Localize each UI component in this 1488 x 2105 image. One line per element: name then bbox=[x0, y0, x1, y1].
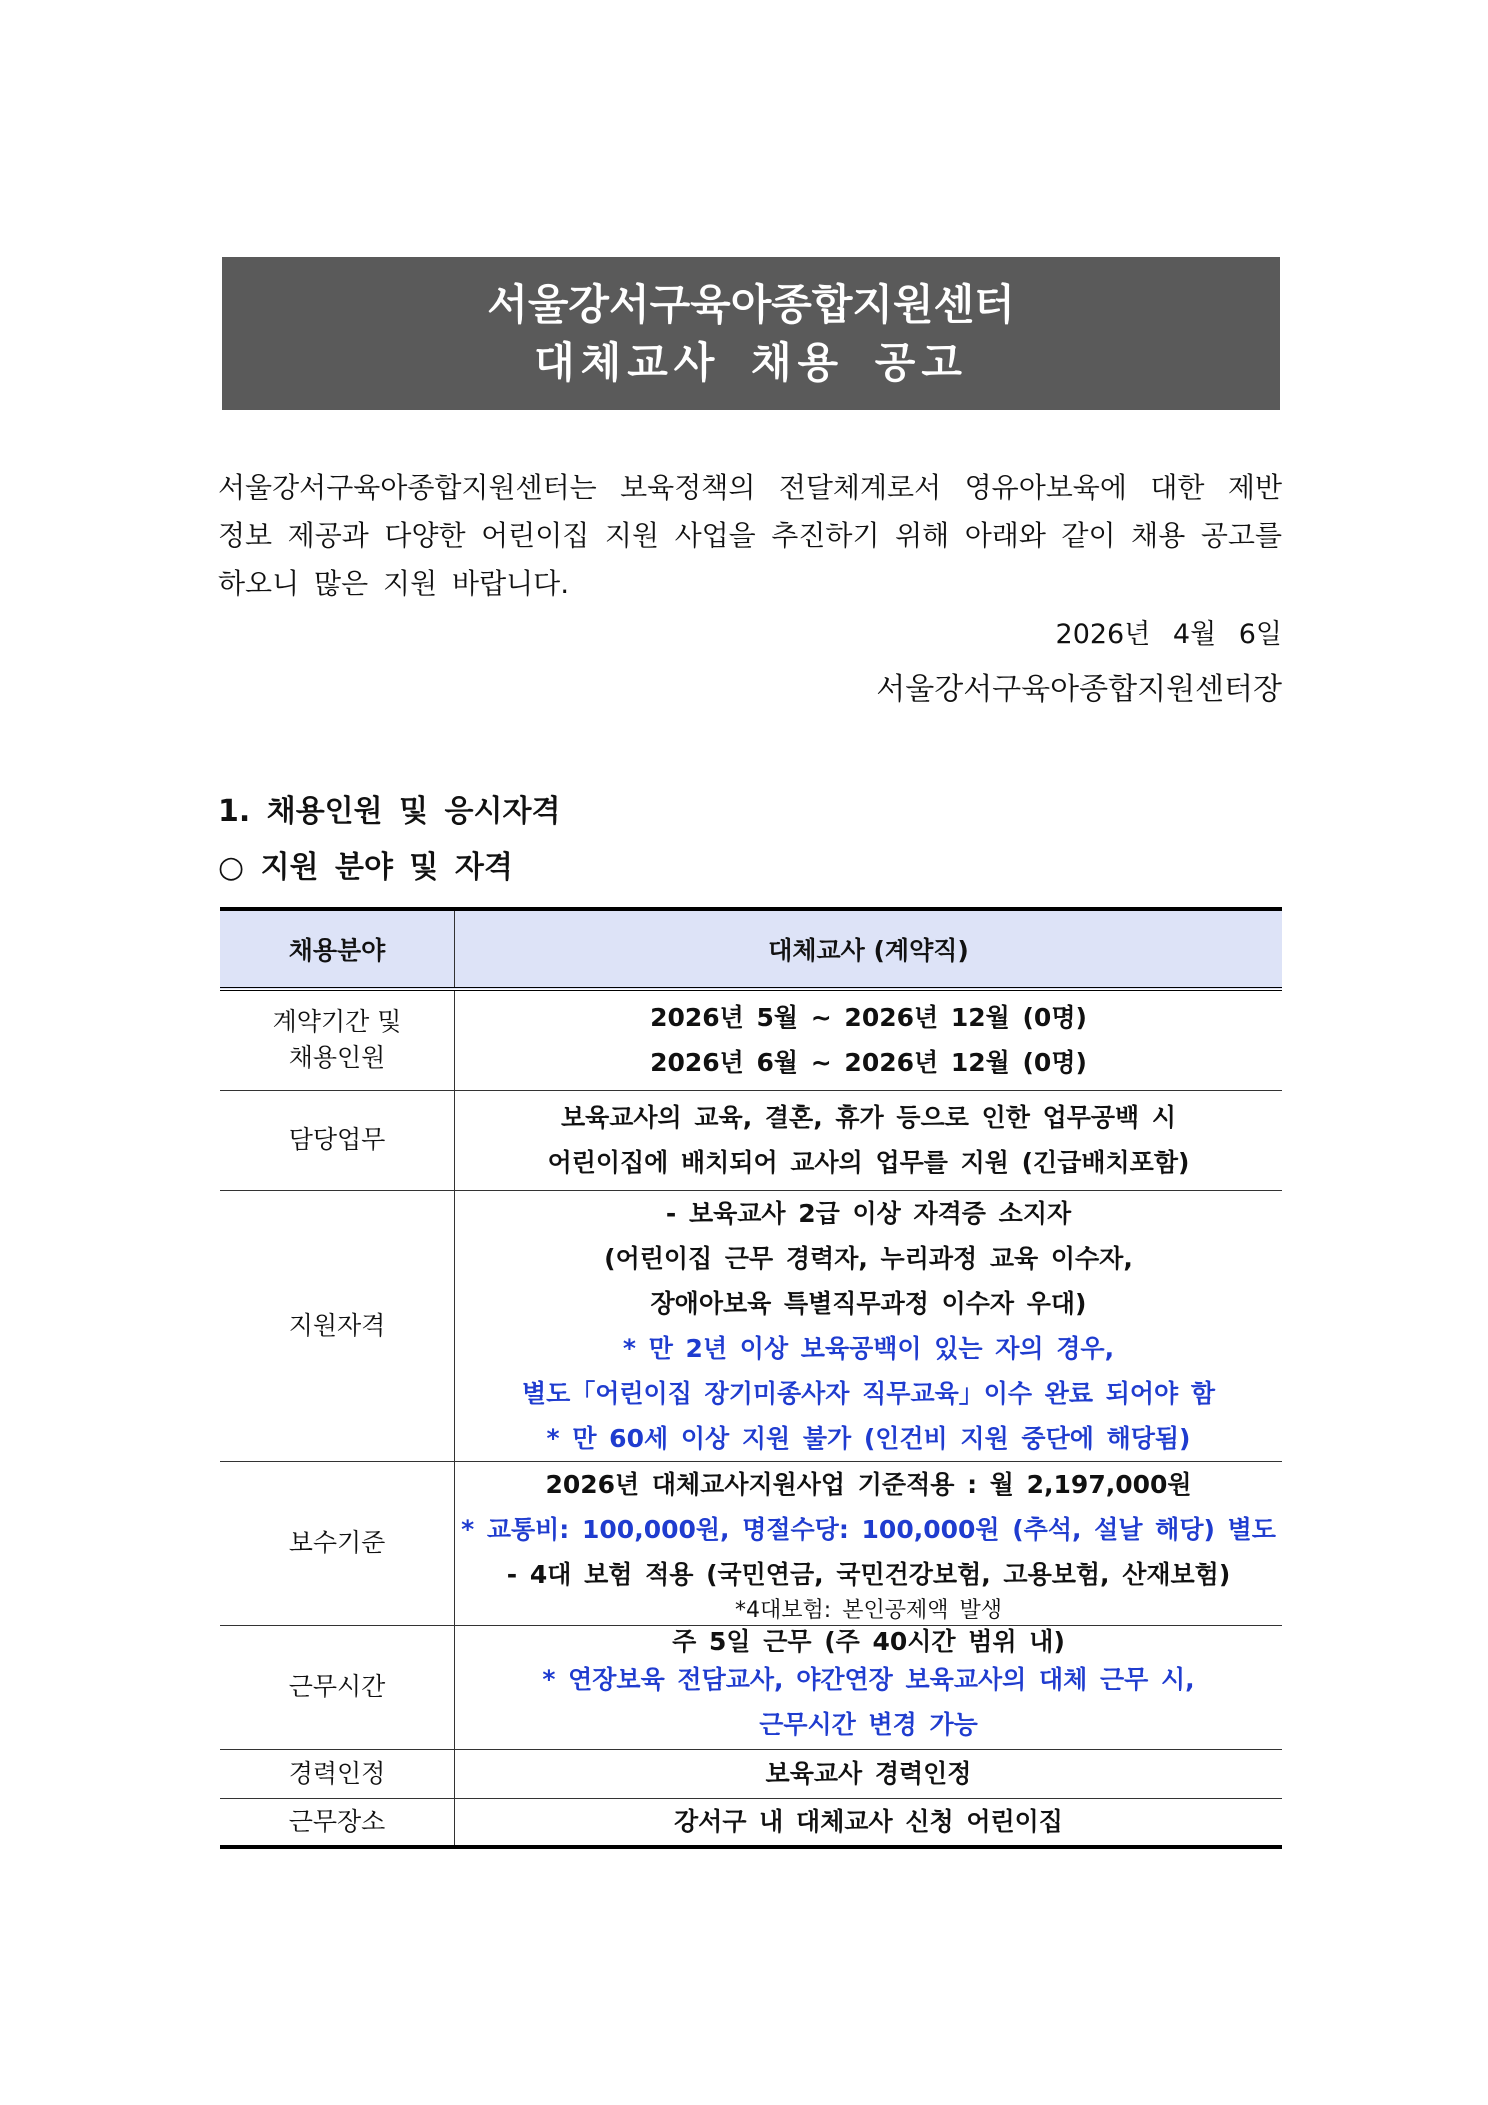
table-row bbox=[220, 1190, 1282, 1461]
table-header-row bbox=[220, 909, 1282, 989]
row-content bbox=[455, 989, 1283, 1090]
row-label-line: 계약기간 및 bbox=[272, 1007, 402, 1037]
content-line: 주 5일 근무 (주 40시간 범위 내) bbox=[672, 1627, 1065, 1656]
title-line-1: 서울강서구육아종합지원센터 bbox=[487, 279, 1015, 329]
intro-line: 하오니 많은 지원 바랍니다. bbox=[218, 567, 570, 600]
table-row bbox=[220, 1461, 1282, 1625]
recruitment-table bbox=[220, 907, 1282, 1849]
header-value: 대체교사 (계약직) bbox=[455, 909, 1283, 989]
content-line: 2026년 대체교사지원사업 기준적용 : 월 2,197,000원 bbox=[545, 1469, 1192, 1499]
content-line: 강서구 내 대체교사 신청 어린이집 bbox=[674, 1807, 1063, 1837]
row-label: 근무시간 bbox=[220, 1625, 455, 1749]
content-line: 장애아보육 특별직무과정 이수자 우대) bbox=[650, 1288, 1087, 1318]
content-line-highlight: * 연장보육 전담교사, 야간연장 보육교사의 대체 근무 시, bbox=[542, 1665, 1195, 1694]
table-row bbox=[220, 1749, 1282, 1798]
content-line-highlight: * 만 2년 이상 보육공백이 있는 자의 경우, bbox=[622, 1333, 1115, 1363]
content-line-highlight: * 만 60세 이상 지원 불가 (인건비 지원 중단에 해당됨) bbox=[546, 1423, 1191, 1453]
subsection-heading: ○ 지원 분야 및 자격 bbox=[218, 850, 513, 885]
table-row bbox=[220, 1798, 1282, 1847]
content-line: 2026년 5월 ~ 2026년 12월 (0명) bbox=[650, 1003, 1087, 1033]
row-label bbox=[220, 989, 455, 1090]
intro-paragraph bbox=[218, 464, 1282, 608]
content-line-highlight: 별도「어린이집 장기미종사자 직무교육」이수 완료 되어야 함 bbox=[521, 1378, 1216, 1408]
intro-line: 서울강서구육아종합지원센터는 보육정책의 전달체계로서 영유아보육에 대한 제반 bbox=[218, 471, 1282, 504]
content-line: 어린이집에 배치되어 교사의 업무를 지원 (긴급배치포함) bbox=[547, 1148, 1190, 1177]
content-line: 보육교사 경력인정 bbox=[765, 1759, 972, 1788]
row-label: 지원자격 bbox=[220, 1190, 455, 1461]
title-banner bbox=[222, 257, 1280, 410]
content-note: *4대보험: 본인공제액 발생 bbox=[735, 1597, 1002, 1623]
header-label: 채용분야 bbox=[220, 909, 455, 989]
row-content bbox=[455, 1749, 1283, 1798]
row-label: 보수기준 bbox=[220, 1461, 455, 1625]
content-line-highlight: * 교통비: 100,000원, 명절수당: 100,000원 (추석, 설날 해당) 별도 bbox=[461, 1514, 1276, 1544]
content-line: - 보육교사 2급 이상 자격증 소지자 bbox=[665, 1198, 1072, 1228]
row-content bbox=[455, 1090, 1283, 1190]
content-line: 보육교사의 교육, 결혼, 휴가 등으로 인한 업무공백 시 bbox=[560, 1103, 1177, 1132]
notice-signer: 서울강서구육아종합지원센터장 bbox=[876, 672, 1282, 707]
intro-line: 정보 제공과 다양한 어린이집 지원 사업을 추진하기 위해 아래와 같이 채용 공고를 bbox=[218, 519, 1282, 552]
content-line: (어린이집 근무 경력자, 누리과정 교육 이수자, bbox=[604, 1243, 1133, 1273]
notice-date: 2026년 4월 6일 bbox=[1055, 619, 1282, 650]
section-heading: 1. 채용인원 및 응시자격 bbox=[218, 794, 561, 829]
row-label: 경력인정 bbox=[220, 1749, 455, 1798]
table-row bbox=[220, 1625, 1282, 1749]
title-line-2: 대체교사 채용 공고 bbox=[534, 337, 968, 387]
content-line: 2026년 6월 ~ 2026년 12월 (0명) bbox=[650, 1048, 1087, 1078]
row-content bbox=[455, 1461, 1283, 1625]
table-row bbox=[220, 1090, 1282, 1190]
row-label: 근무장소 bbox=[220, 1798, 455, 1847]
content-line-highlight: 근무시간 변경 가능 bbox=[759, 1710, 978, 1739]
table-row bbox=[220, 989, 1282, 1090]
row-label-line: 채용인원 bbox=[288, 1043, 386, 1073]
row-content bbox=[455, 1190, 1283, 1461]
content-line: - 4대 보험 적용 (국민연금, 국민건강보험, 고용보험, 산재보험) bbox=[506, 1559, 1231, 1589]
row-label: 담당업무 bbox=[220, 1090, 455, 1190]
row-content bbox=[455, 1625, 1283, 1749]
row-content bbox=[455, 1798, 1283, 1847]
